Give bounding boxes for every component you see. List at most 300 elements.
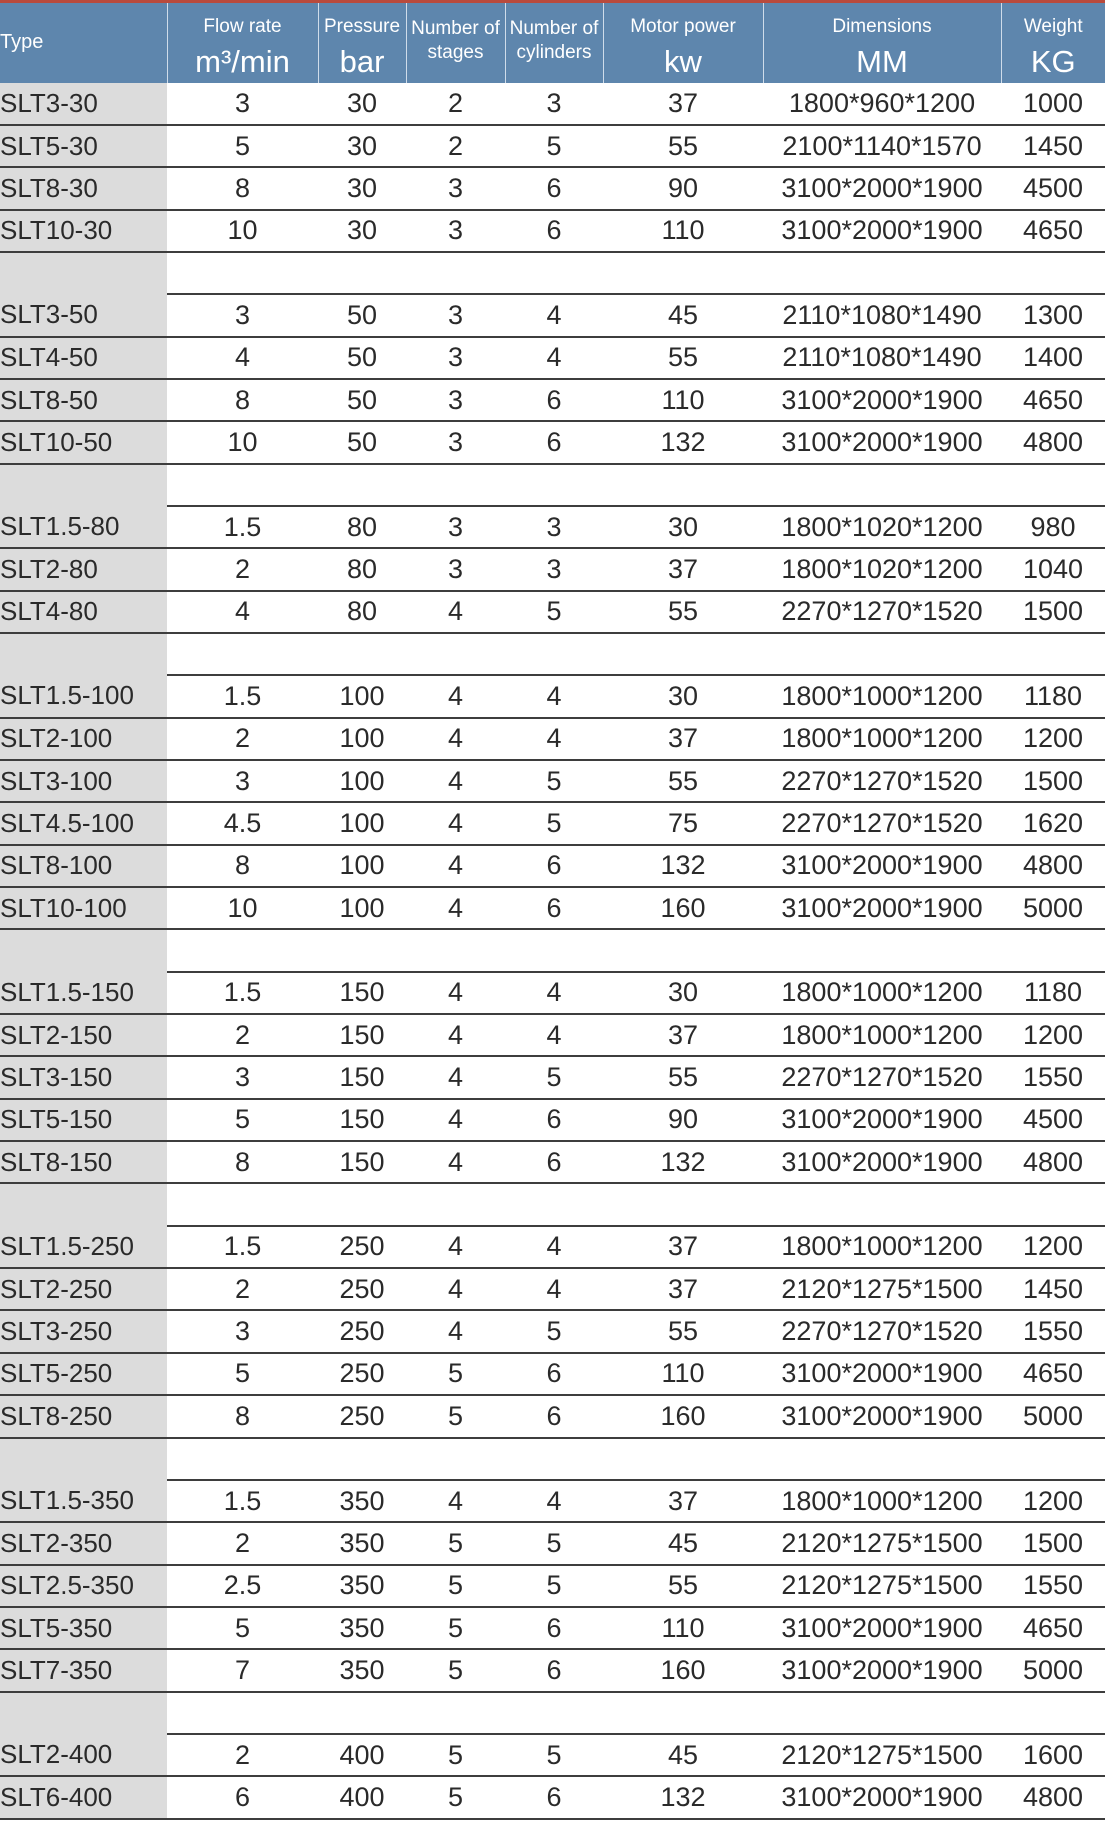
weight-cell: 4500 (1001, 167, 1105, 209)
separator-cell (505, 633, 603, 675)
motor-power-cell: 160 (603, 1649, 763, 1691)
dimensions-cell: 3100*2000*1900 (763, 1607, 1001, 1649)
header-cylinders-label: Number of cylinders (509, 18, 599, 63)
header-flow-rate-unit: m³/min (195, 44, 290, 79)
header-stages-label: Number of stages (411, 18, 500, 63)
separator-cell (763, 633, 1001, 675)
type-cell: SLT3-30 (0, 83, 167, 125)
stages-cell: 3 (406, 210, 505, 252)
stages-cell: 4 (406, 1480, 505, 1522)
weight-cell: 1000 (1001, 83, 1105, 125)
separator-cell (1001, 464, 1105, 506)
header-pressure (318, 2, 406, 83)
table-row (0, 1268, 1105, 1310)
stages-cell: 3 (406, 421, 505, 463)
cylinders-cell: 6 (505, 167, 603, 209)
header-weight (1001, 2, 1105, 83)
table-row (0, 802, 1105, 844)
motor-power-cell: 37 (603, 1268, 763, 1310)
separator-cell (406, 1183, 505, 1225)
stages-cell: 5 (406, 1734, 505, 1776)
separator-cell (0, 929, 167, 971)
stages-cell: 3 (406, 379, 505, 421)
dimensions-cell: 2270*1270*1520 (763, 1056, 1001, 1098)
stages-cell: 2 (406, 83, 505, 125)
weight-cell: 1500 (1001, 591, 1105, 633)
table-row (0, 718, 1105, 760)
stages-cell: 3 (406, 337, 505, 379)
header-dimensions-label: Dimensions (832, 16, 932, 37)
type-cell: SLT3-250 (0, 1310, 167, 1352)
motor-power-cell: 160 (603, 1395, 763, 1437)
table-row (0, 1353, 1105, 1395)
separator-cell (406, 252, 505, 294)
flow-rate-cell: 2 (167, 1014, 318, 1056)
dimensions-cell: 3100*2000*1900 (763, 210, 1001, 252)
separator-cell (1001, 633, 1105, 675)
weight-cell: 1200 (1001, 1480, 1105, 1522)
cylinders-cell: 6 (505, 1395, 603, 1437)
type-cell: SLT8-150 (0, 1141, 167, 1183)
separator-cell (603, 929, 763, 971)
type-cell: SLT8-100 (0, 845, 167, 887)
cylinders-cell: 5 (505, 760, 603, 802)
flow-rate-cell: 4.5 (167, 802, 318, 844)
type-cell: SLT5-250 (0, 1353, 167, 1395)
motor-power-cell: 37 (603, 548, 763, 590)
motor-power-cell: 37 (603, 1480, 763, 1522)
pressure-cell: 80 (318, 548, 406, 590)
pressure-cell: 150 (318, 1099, 406, 1141)
flow-rate-cell: 5 (167, 1607, 318, 1649)
stages-cell: 5 (406, 1353, 505, 1395)
separator-cell (763, 929, 1001, 971)
type-cell: SLT1.5-80 (0, 506, 167, 548)
group-separator-row (0, 1438, 1105, 1480)
separator-cell (318, 1183, 406, 1225)
flow-rate-cell: 3 (167, 1310, 318, 1352)
cylinders-cell: 3 (505, 83, 603, 125)
cylinders-cell: 5 (505, 125, 603, 167)
separator-cell (406, 1692, 505, 1734)
table-row (0, 1734, 1105, 1776)
type-cell: SLT5-350 (0, 1607, 167, 1649)
stages-cell: 5 (406, 1649, 505, 1691)
cylinders-cell: 6 (505, 887, 603, 929)
separator-cell (1001, 1438, 1105, 1480)
flow-rate-cell: 1.5 (167, 1226, 318, 1268)
motor-power-cell: 132 (603, 421, 763, 463)
weight-cell: 5000 (1001, 1395, 1105, 1437)
table-row (0, 591, 1105, 633)
pressure-cell: 100 (318, 718, 406, 760)
table-row (0, 548, 1105, 590)
dimensions-cell: 2110*1080*1490 (763, 294, 1001, 336)
flow-rate-cell: 8 (167, 1141, 318, 1183)
motor-power-cell: 132 (603, 1776, 763, 1818)
stages-cell: 4 (406, 1099, 505, 1141)
type-cell: SLT1.5-100 (0, 675, 167, 717)
motor-power-cell: 45 (603, 294, 763, 336)
separator-cell (1001, 1692, 1105, 1734)
pressure-cell: 150 (318, 1056, 406, 1098)
separator-cell (763, 1692, 1001, 1734)
flow-rate-cell: 4 (167, 337, 318, 379)
type-cell: SLT2-80 (0, 548, 167, 590)
flow-rate-cell: 3 (167, 294, 318, 336)
stages-cell: 4 (406, 1310, 505, 1352)
type-cell: SLT2-250 (0, 1268, 167, 1310)
cylinders-cell: 6 (505, 421, 603, 463)
dimensions-cell: 2100*1140*1570 (763, 125, 1001, 167)
cylinders-cell: 5 (505, 802, 603, 844)
stages-cell: 4 (406, 591, 505, 633)
weight-cell: 1040 (1001, 548, 1105, 590)
table-row (0, 1522, 1105, 1564)
flow-rate-cell: 1.5 (167, 506, 318, 548)
pressure-cell: 30 (318, 125, 406, 167)
stages-cell: 4 (406, 1014, 505, 1056)
flow-rate-cell: 2 (167, 718, 318, 760)
header-motor-power-label: Motor power (630, 16, 736, 37)
separator-cell (1001, 929, 1105, 971)
separator-cell (0, 1183, 167, 1225)
flow-rate-cell: 6 (167, 1776, 318, 1818)
separator-cell (1001, 252, 1105, 294)
pressure-cell: 250 (318, 1268, 406, 1310)
motor-power-cell: 37 (603, 1014, 763, 1056)
weight-cell: 1500 (1001, 1522, 1105, 1564)
header-stages (406, 2, 505, 83)
header-dimensions-unit: MM (856, 44, 908, 79)
separator-cell (167, 464, 318, 506)
motor-power-cell: 132 (603, 1141, 763, 1183)
separator-cell (0, 464, 167, 506)
weight-cell: 980 (1001, 506, 1105, 548)
table-row (0, 379, 1105, 421)
dimensions-cell: 1800*1000*1200 (763, 1226, 1001, 1268)
cylinders-cell: 4 (505, 1014, 603, 1056)
flow-rate-cell: 3 (167, 83, 318, 125)
dimensions-cell: 2270*1270*1520 (763, 760, 1001, 802)
separator-cell (406, 929, 505, 971)
dimensions-cell: 2110*1080*1490 (763, 337, 1001, 379)
weight-cell: 1200 (1001, 718, 1105, 760)
type-cell: SLT3-150 (0, 1056, 167, 1098)
dimensions-cell: 1800*1000*1200 (763, 675, 1001, 717)
separator-cell (167, 1183, 318, 1225)
weight-cell: 1200 (1001, 1226, 1105, 1268)
cylinders-cell: 6 (505, 210, 603, 252)
dimensions-cell: 1800*1020*1200 (763, 506, 1001, 548)
cylinders-cell: 3 (505, 506, 603, 548)
motor-power-cell: 110 (603, 379, 763, 421)
separator-cell (763, 1438, 1001, 1480)
flow-rate-cell: 2 (167, 1522, 318, 1564)
separator-cell (603, 1692, 763, 1734)
weight-cell: 4500 (1001, 1099, 1105, 1141)
pressure-cell: 100 (318, 802, 406, 844)
header-dimensions (763, 2, 1001, 83)
flow-rate-cell: 1.5 (167, 675, 318, 717)
header-weight-label: Weight (1023, 16, 1083, 37)
pressure-cell: 30 (318, 83, 406, 125)
dimensions-cell: 2120*1275*1500 (763, 1522, 1001, 1564)
pressure-cell: 100 (318, 845, 406, 887)
stages-cell: 4 (406, 1056, 505, 1098)
flow-rate-cell: 2 (167, 1268, 318, 1310)
motor-power-cell: 110 (603, 1353, 763, 1395)
flow-rate-cell: 4 (167, 591, 318, 633)
stages-cell: 4 (406, 1141, 505, 1183)
dimensions-cell: 1800*1000*1200 (763, 718, 1001, 760)
motor-power-cell: 75 (603, 802, 763, 844)
type-cell: SLT2.5-350 (0, 1565, 167, 1607)
dimensions-cell: 3100*2000*1900 (763, 1353, 1001, 1395)
separator-cell (603, 464, 763, 506)
motor-power-cell: 55 (603, 1565, 763, 1607)
cylinders-cell: 5 (505, 1310, 603, 1352)
group-separator-row (0, 633, 1105, 675)
dimensions-cell: 3100*2000*1900 (763, 1649, 1001, 1691)
table-row (0, 83, 1105, 125)
separator-cell (406, 464, 505, 506)
table-row (0, 1607, 1105, 1649)
cylinders-cell: 6 (505, 1353, 603, 1395)
pressure-cell: 30 (318, 167, 406, 209)
weight-cell: 1400 (1001, 337, 1105, 379)
cylinders-cell: 4 (505, 1480, 603, 1522)
separator-cell (0, 1692, 167, 1734)
cylinders-cell: 4 (505, 675, 603, 717)
weight-cell: 1620 (1001, 802, 1105, 844)
weight-cell: 1550 (1001, 1565, 1105, 1607)
type-cell: SLT1.5-250 (0, 1226, 167, 1268)
separator-cell (318, 1438, 406, 1480)
dimensions-cell: 1800*1000*1200 (763, 1480, 1001, 1522)
separator-cell (603, 1438, 763, 1480)
dimensions-cell: 3100*2000*1900 (763, 1395, 1001, 1437)
flow-rate-cell: 2 (167, 1734, 318, 1776)
flow-rate-cell: 10 (167, 421, 318, 463)
stages-cell: 5 (406, 1522, 505, 1564)
pressure-cell: 100 (318, 675, 406, 717)
group-separator-row (0, 1183, 1105, 1225)
pressure-cell: 350 (318, 1480, 406, 1522)
pressure-cell: 50 (318, 379, 406, 421)
flow-rate-cell: 2.5 (167, 1565, 318, 1607)
weight-cell: 1300 (1001, 294, 1105, 336)
pressure-cell: 50 (318, 421, 406, 463)
type-cell: SLT3-100 (0, 760, 167, 802)
group-separator-row (0, 929, 1105, 971)
table-row (0, 421, 1105, 463)
separator-cell (603, 252, 763, 294)
stages-cell: 3 (406, 167, 505, 209)
type-cell: SLT2-150 (0, 1014, 167, 1056)
pressure-cell: 350 (318, 1649, 406, 1691)
motor-power-cell: 55 (603, 591, 763, 633)
cylinders-cell: 5 (505, 591, 603, 633)
table-row (0, 1226, 1105, 1268)
separator-cell (505, 464, 603, 506)
type-cell: SLT2-100 (0, 718, 167, 760)
motor-power-cell: 30 (603, 972, 763, 1014)
weight-cell: 1180 (1001, 972, 1105, 1014)
dimensions-cell: 1800*960*1200 (763, 83, 1001, 125)
cylinders-cell: 4 (505, 1226, 603, 1268)
stages-cell: 3 (406, 548, 505, 590)
cylinders-cell: 6 (505, 1099, 603, 1141)
separator-cell (318, 633, 406, 675)
flow-rate-cell: 3 (167, 1056, 318, 1098)
table-row (0, 1776, 1105, 1818)
separator-cell (167, 1692, 318, 1734)
separator-cell (318, 1692, 406, 1734)
stages-cell: 5 (406, 1395, 505, 1437)
flow-rate-cell: 7 (167, 1649, 318, 1691)
weight-cell: 1180 (1001, 675, 1105, 717)
weight-cell: 5000 (1001, 1649, 1105, 1691)
weight-cell: 4650 (1001, 379, 1105, 421)
dimensions-cell: 2120*1275*1500 (763, 1734, 1001, 1776)
type-cell: SLT8-30 (0, 167, 167, 209)
type-cell: SLT10-30 (0, 210, 167, 252)
dimensions-cell: 3100*2000*1900 (763, 167, 1001, 209)
type-cell: SLT4-50 (0, 337, 167, 379)
motor-power-cell: 30 (603, 506, 763, 548)
pressure-cell: 350 (318, 1522, 406, 1564)
cylinders-cell: 5 (505, 1565, 603, 1607)
flow-rate-cell: 8 (167, 845, 318, 887)
cylinders-cell: 3 (505, 548, 603, 590)
separator-cell (763, 252, 1001, 294)
stages-cell: 4 (406, 760, 505, 802)
separator-cell (0, 252, 167, 294)
stages-cell: 4 (406, 887, 505, 929)
table-row (0, 1565, 1105, 1607)
dimensions-cell: 2270*1270*1520 (763, 591, 1001, 633)
weight-cell: 4650 (1001, 1353, 1105, 1395)
flow-rate-cell: 10 (167, 887, 318, 929)
pressure-cell: 150 (318, 972, 406, 1014)
weight-cell: 1200 (1001, 1014, 1105, 1056)
separator-cell (406, 633, 505, 675)
motor-power-cell: 110 (603, 210, 763, 252)
type-cell: SLT6-400 (0, 1776, 167, 1818)
stages-cell: 4 (406, 718, 505, 760)
pressure-cell: 250 (318, 1353, 406, 1395)
separator-cell (505, 252, 603, 294)
table-row (0, 125, 1105, 167)
weight-cell: 5000 (1001, 887, 1105, 929)
weight-cell: 4800 (1001, 1141, 1105, 1183)
motor-power-cell: 55 (603, 1056, 763, 1098)
type-cell: SLT5-150 (0, 1099, 167, 1141)
dimensions-cell: 3100*2000*1900 (763, 887, 1001, 929)
motor-power-cell: 30 (603, 675, 763, 717)
type-cell: SLT7-350 (0, 1649, 167, 1691)
separator-cell (0, 633, 167, 675)
flow-rate-cell: 5 (167, 125, 318, 167)
stages-cell: 4 (406, 845, 505, 887)
pressure-cell: 250 (318, 1226, 406, 1268)
table-row (0, 337, 1105, 379)
weight-cell: 1550 (1001, 1310, 1105, 1352)
group-separator-row (0, 252, 1105, 294)
dimensions-cell: 2120*1275*1500 (763, 1565, 1001, 1607)
separator-cell (167, 633, 318, 675)
dimensions-cell: 2270*1270*1520 (763, 802, 1001, 844)
pressure-cell: 30 (318, 210, 406, 252)
pressure-cell: 350 (318, 1607, 406, 1649)
stages-cell: 4 (406, 1268, 505, 1310)
dimensions-cell: 3100*2000*1900 (763, 845, 1001, 887)
stages-cell: 5 (406, 1565, 505, 1607)
cylinders-cell: 6 (505, 1776, 603, 1818)
flow-rate-cell: 5 (167, 1099, 318, 1141)
pressure-cell: 150 (318, 1014, 406, 1056)
weight-cell: 4800 (1001, 1776, 1105, 1818)
motor-power-cell: 45 (603, 1734, 763, 1776)
header-pressure-label: Pressure (323, 16, 401, 37)
separator-cell (505, 1692, 603, 1734)
group-separator-row (0, 464, 1105, 506)
pressure-cell: 50 (318, 337, 406, 379)
header-cylinders (505, 2, 603, 83)
stages-cell: 4 (406, 972, 505, 1014)
weight-cell: 1550 (1001, 1056, 1105, 1098)
flow-rate-cell: 8 (167, 167, 318, 209)
separator-cell (318, 464, 406, 506)
separator-cell (318, 929, 406, 971)
stages-cell: 5 (406, 1607, 505, 1649)
flow-rate-cell: 8 (167, 1395, 318, 1437)
type-cell: SLT4.5-100 (0, 802, 167, 844)
weight-cell: 1600 (1001, 1734, 1105, 1776)
table-row (0, 845, 1105, 887)
dimensions-cell: 2270*1270*1520 (763, 1310, 1001, 1352)
table-row (0, 887, 1105, 929)
cylinders-cell: 6 (505, 1141, 603, 1183)
separator-cell (167, 252, 318, 294)
flow-rate-cell: 2 (167, 548, 318, 590)
motor-power-cell: 55 (603, 1310, 763, 1352)
weight-cell: 4800 (1001, 845, 1105, 887)
cylinders-cell: 5 (505, 1522, 603, 1564)
type-cell: SLT1.5-350 (0, 1480, 167, 1522)
separator-cell (763, 464, 1001, 506)
dimensions-cell: 1800*1000*1200 (763, 1014, 1001, 1056)
table-row (0, 167, 1105, 209)
dimensions-cell: 1800*1020*1200 (763, 548, 1001, 590)
pressure-cell: 100 (318, 760, 406, 802)
table-row (0, 1141, 1105, 1183)
table-row (0, 1480, 1105, 1522)
type-cell: SLT10-100 (0, 887, 167, 929)
cylinders-cell: 6 (505, 1649, 603, 1691)
flow-rate-cell: 1.5 (167, 972, 318, 1014)
table-row (0, 1395, 1105, 1437)
table-row (0, 1649, 1105, 1691)
motor-power-cell: 160 (603, 887, 763, 929)
stages-cell: 3 (406, 506, 505, 548)
cylinders-cell: 4 (505, 718, 603, 760)
stages-cell: 3 (406, 294, 505, 336)
header-type-label: Type (0, 31, 44, 54)
dimensions-cell: 3100*2000*1900 (763, 1141, 1001, 1183)
dimensions-cell: 2120*1275*1500 (763, 1268, 1001, 1310)
